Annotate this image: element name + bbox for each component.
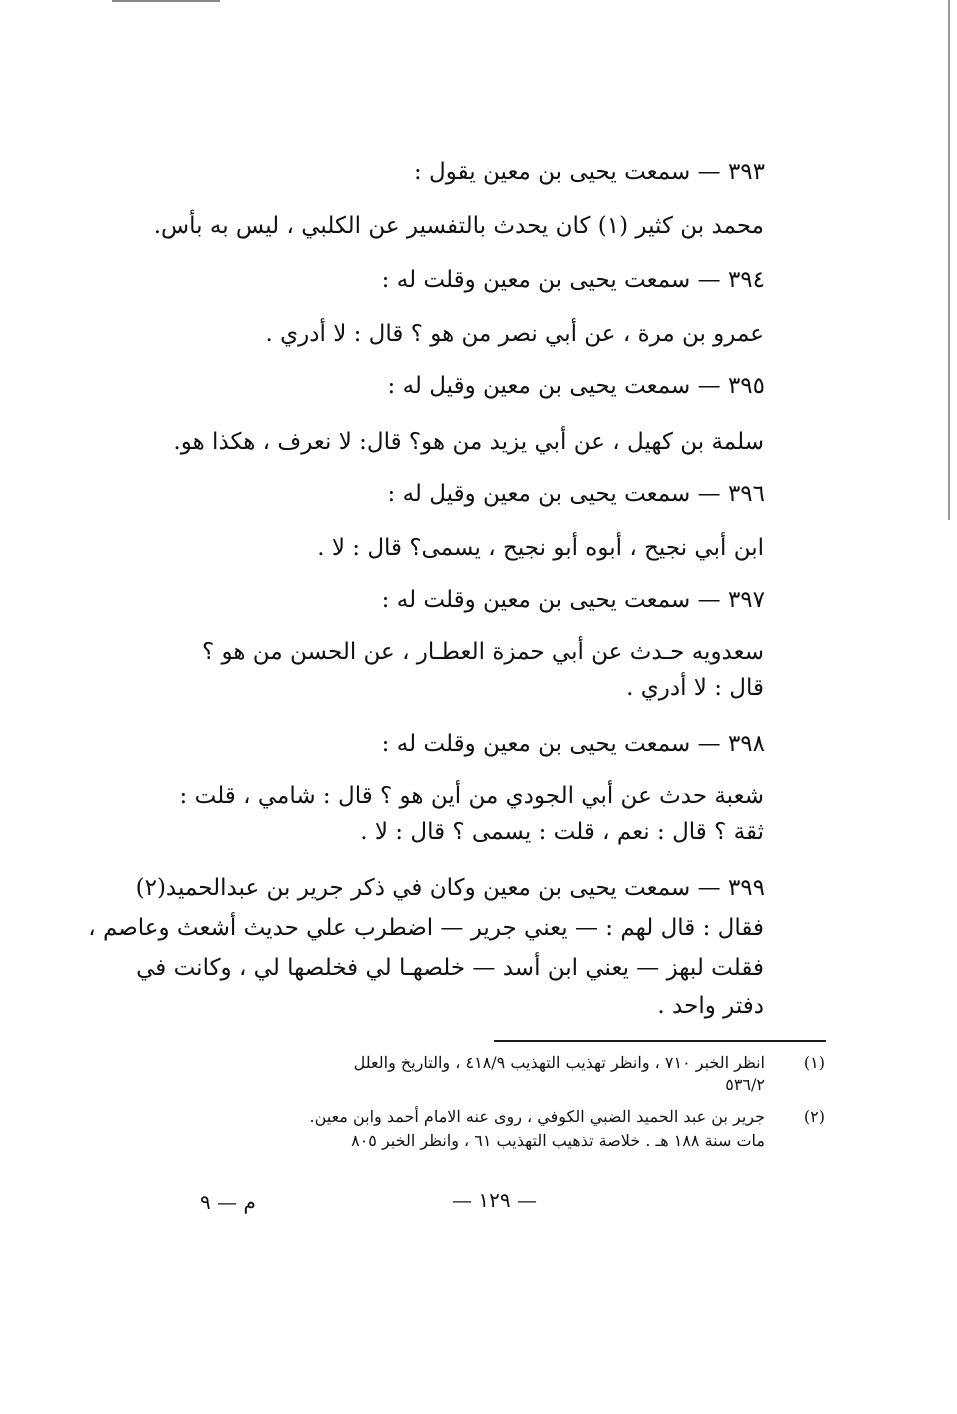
entry-heading: ٣٩٣ — سمعت يحيى بن معين يقول : bbox=[414, 159, 765, 185]
entry-text-line: قال : لا أدري . bbox=[626, 675, 764, 701]
entry-text-line: دفتر واحد . bbox=[657, 993, 764, 1019]
entry-text-line: فقال : قال لهم : — يعني جرير — اضطرب علي حديث أشعث وعاصم ، bbox=[88, 915, 764, 941]
entry-heading: ٣٩٨ — سمعت يحيى بن معين وقلت له : bbox=[381, 731, 765, 757]
entry-text-line: سلمة بن كهيل ، عن أبي يزيد من هو؟ قال: لا نعرف ، هكذا هو. bbox=[173, 429, 764, 455]
footnote-text-line: مات سنة ١٨٨ هـ . خلاصة تذهيب التهذيب ٦١ ، وانظر الخبر ٨٠٥ bbox=[351, 1131, 765, 1150]
footnote-number: (٢) bbox=[803, 1107, 825, 1126]
entry-text-line: ابن أبي نجيح ، أبوه أبو نجيح ، يسمى؟ قال : لا . bbox=[317, 535, 764, 561]
entry-text-line: سعدويه حـدث عن أبي حمزة العطـار ، عن الحسن من هو ؟ bbox=[201, 639, 764, 665]
page-number: — ١٢٩ — bbox=[452, 1188, 537, 1212]
entry-heading: ٣٩٥ — سمعت يحيى بن معين وقيل له : bbox=[387, 373, 765, 399]
signature-mark: م — ٩ bbox=[200, 1190, 256, 1214]
footnote-text-line: انظر الخبر ٧١٠ ، وانظر تهذيب التهذيب ٤١٨/٩ ، والتاريخ والعلل bbox=[353, 1053, 765, 1072]
entry-text-line: محمد بن كثير (١) كان يحدث بالتفسير عن الكلبي ، ليس به بأس. bbox=[153, 213, 764, 239]
entry-heading: ٣٩٦ — سمعت يحيى بن معين وقيل له : bbox=[387, 481, 765, 507]
scan-edge-line bbox=[948, 0, 950, 520]
entry-text-line: عمرو بن مرة ، عن أبي نصر من هو ؟ قال : لا أدري . bbox=[265, 321, 764, 347]
entry-text-line: فقلت لبهز — يعني ابن أسد — خلصهـا لي فخلصها لي ، وكانت في bbox=[136, 955, 764, 981]
scan-edge-mark bbox=[112, 0, 220, 2]
entry-heading: ٣٩٩ — سمعت يحيى بن معين وكان في ذكر جرير بن عبدالحميد(٢) bbox=[135, 875, 765, 901]
entry-heading: ٣٩٧ — سمعت يحيى بن معين وقلت له : bbox=[381, 587, 765, 613]
entry-text-line: ثقة ؟ قال : نعم ، قلت : يسمى ؟ قال : لا . bbox=[360, 819, 764, 845]
footnote-text-line: ٥٣٦/٢ bbox=[725, 1075, 765, 1094]
entry-heading: ٣٩٤ — سمعت يحيى بن معين وقلت له : bbox=[381, 267, 765, 293]
footnote-text-line: جرير بن عبد الحميد الضبي الكوفي ، روى عنه الامام أحمد وابن معين. bbox=[309, 1107, 765, 1126]
entry-text-line: شعبة حدث عن أبي الجودي من أين هو ؟ قال : شامي ، قلت : bbox=[179, 783, 764, 809]
footnote-separator bbox=[494, 1040, 826, 1042]
footnote-number: (١) bbox=[803, 1053, 825, 1072]
